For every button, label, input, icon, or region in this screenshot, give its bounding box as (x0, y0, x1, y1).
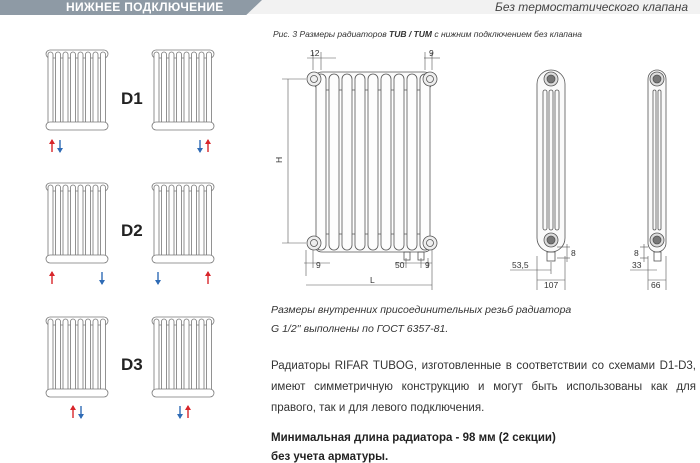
return-arrow (78, 406, 84, 419)
radiator-tube (407, 74, 417, 250)
return-arrow (57, 140, 63, 153)
caption-model: TUB / TUM (389, 29, 432, 39)
scheme-label-d3: D3 (121, 355, 143, 374)
supply-arrow (185, 405, 191, 418)
radiator-tube (329, 74, 339, 250)
dim-bottom-left: 9 (316, 260, 321, 270)
dim-side2-33: 33 (632, 260, 642, 270)
radiator-tube (420, 74, 430, 250)
dim-side2-8: 8 (634, 248, 639, 258)
scheme-d3-left-radiator (46, 317, 108, 397)
scheme-label-d1: D1 (121, 89, 143, 108)
description-paragraph: Радиаторы RIFAR TUBOG, изготовленные в соответствии со схемами D1-D3, имеют симметричную конструкцию и могут быть использованы как для правого, так и для левого подключения. (271, 360, 696, 414)
front-view-radiator (307, 72, 437, 260)
dim-bottom-right: 9 (425, 260, 430, 270)
min-length-line-1: Минимальная длина радиатора - 98 мм (2 секции) (271, 432, 556, 444)
scheme-d1-right-radiator (152, 50, 214, 130)
scheme-label-d2: D2 (121, 221, 143, 240)
radiator-tube (394, 74, 404, 250)
scheme-d2-left-radiator (46, 183, 108, 263)
dim-side1-107: 107 (544, 280, 559, 290)
threads-note (271, 301, 691, 339)
section-title: НИЖНЕЕ ПОДКЛЮЧЕНИЕ (66, 0, 224, 14)
scheme-d1-left-radiator (46, 50, 108, 130)
radiator-tube (355, 74, 365, 250)
dim-height: H (274, 156, 284, 163)
caption-suffix: с нижним подключением без клапана (431, 29, 583, 39)
radiator-tube (381, 74, 391, 250)
return-arrow (197, 140, 203, 153)
supply-arrow (49, 139, 55, 152)
supply-arrow (205, 271, 211, 284)
dim-bottom-50: 50 (395, 260, 405, 270)
radiator-tube (342, 74, 352, 250)
supply-arrow (70, 405, 76, 418)
dim-side2-66: 66 (651, 280, 661, 290)
threads-line-2: G 1/2'' выполнены по ГОСТ 6357-81. (271, 323, 449, 335)
section-subtitle: Без термостатического клапана (495, 0, 688, 14)
scheme-d3-right-radiator (152, 317, 214, 397)
dimension-drawing (262, 38, 700, 293)
return-arrow (155, 272, 161, 285)
radiator-tube (368, 74, 378, 250)
scheme-d2-right-radiator (152, 183, 214, 263)
dim-side1-8: 8 (571, 248, 576, 258)
dim-side1-53: 53,5 (512, 260, 529, 270)
dim-length: L (370, 275, 375, 285)
min-length-line-2: без учета арматуры. (271, 451, 389, 463)
side-view-1 (510, 70, 570, 290)
threads-line-1: Размеры внутренних присоединительных резьб радиатора (271, 304, 572, 316)
min-length-note (271, 429, 691, 463)
return-arrow (177, 406, 183, 419)
supply-arrow (205, 139, 211, 152)
caption-prefix: Рис. 3 Размеры радиаторов (273, 29, 389, 39)
radiator-tube (316, 74, 326, 250)
dim-top-left: 12 (310, 48, 320, 58)
return-arrow (99, 272, 105, 285)
dim-top-right: 9 (429, 48, 434, 58)
supply-arrow (49, 271, 55, 284)
